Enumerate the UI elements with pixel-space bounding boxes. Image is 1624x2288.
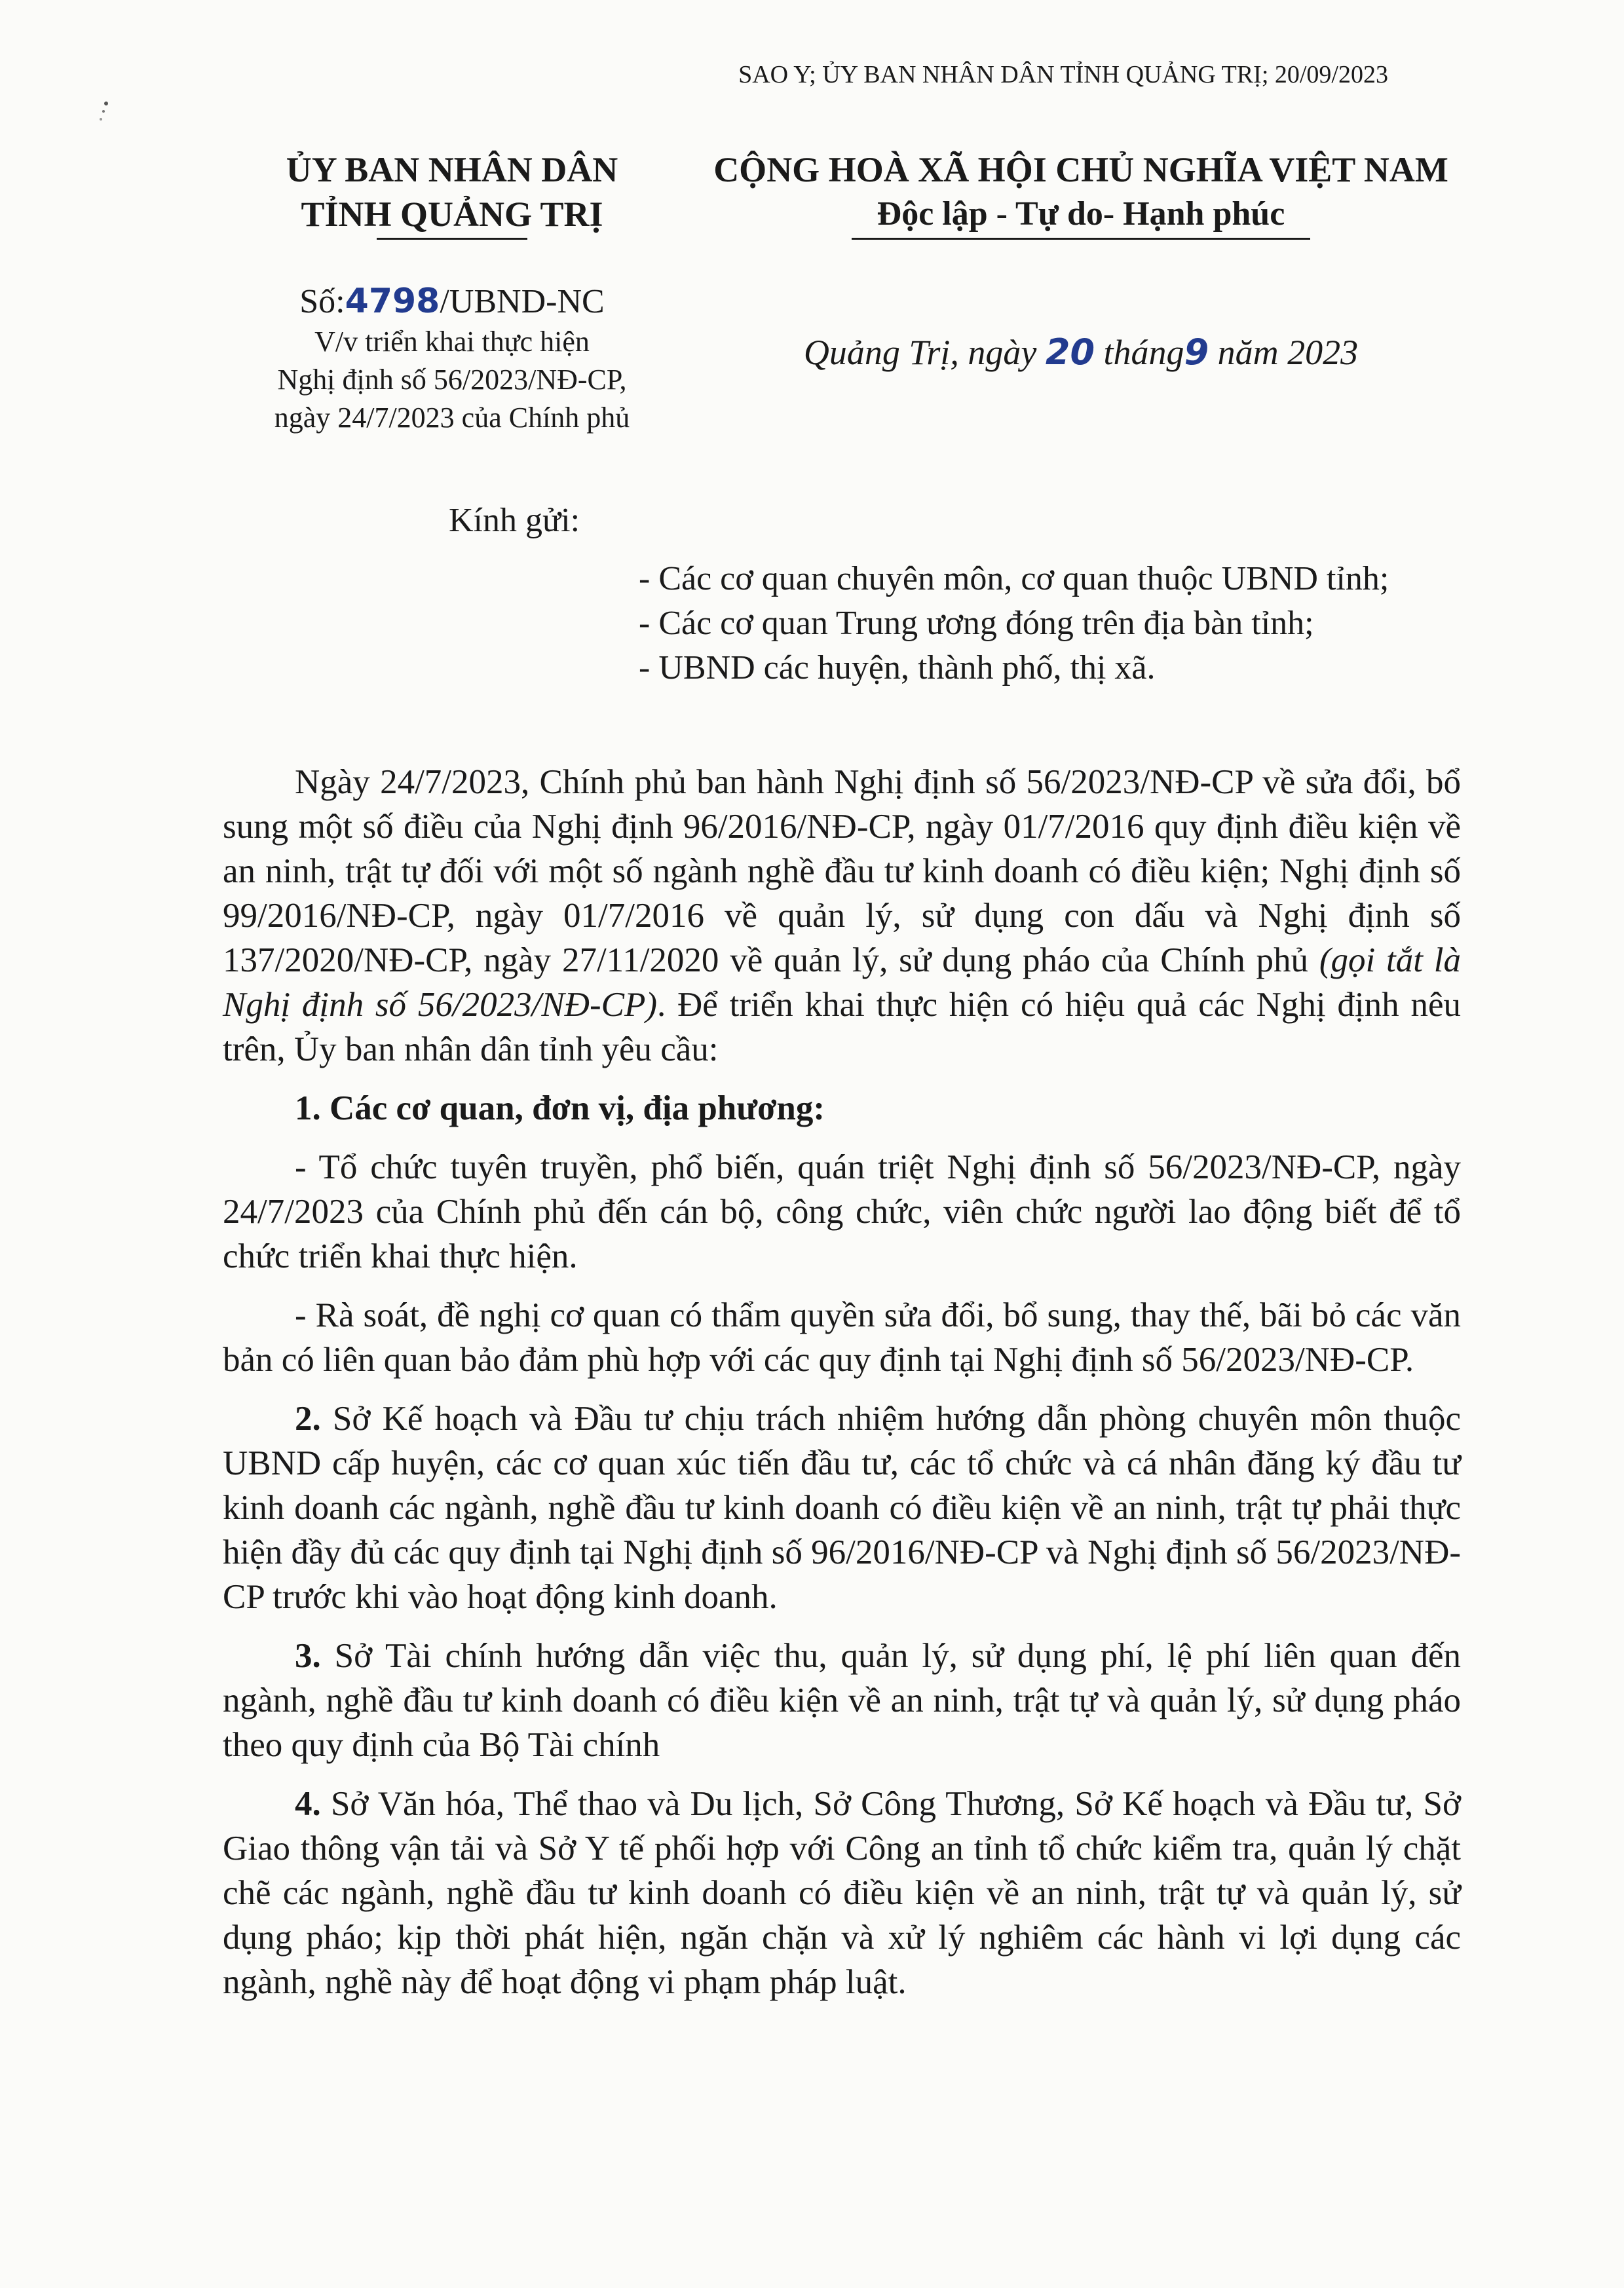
section-3-number: 3. (295, 1637, 321, 1675)
issuer-block (197, 147, 708, 437)
intro-text: Ngày 24/7/2023, Chính phủ ban hành Nghị định số 56/2023/NĐ-CP về sửa đổi, bổ sung một số điều của Nghị định 96/2016/NĐ-CP, ngày 01/7/2016 quy định điều kiện về an ninh, trật tự đối với một số ngành nghề đầu tư kinh doanh có điều kiện; Nghị định số 99/2016/NĐ-CP, ngày 01/7/2016 về quản lý, sử dụng con dấu và Nghị định số 137/2020/NĐ-CP, ngày 27/11/2020 về quản lý, sử dụng pháo của Chính phủ (223, 763, 1461, 979)
recipient-item: - UBND các huyện, thành phố, thị xã. (639, 649, 1156, 686)
nation-motto: Độc lập - Tự do- Hạnh phúc (877, 195, 1285, 233)
document-number (197, 280, 708, 323)
addressee-label: Kính gửi: (449, 502, 580, 539)
section-1-item-1: - Tổ chức tuyên truyền, phổ biến, quán triệt Nghị định số 56/2023/NĐ-CP, ngày 24/7/2023 của Chính phủ đến cán bộ, công chức, viên chức người lao động biết để tổ chức triển khai thực hiện. (223, 1148, 1461, 1275)
nation-title: CỘNG HOÀ XÃ HỘI CHỦ NGHĨA VIỆT NAM (713, 150, 1448, 189)
number-suffix: /UBND-NC (440, 283, 605, 320)
date-year: năm 2023 (1217, 333, 1359, 372)
section-4 (223, 1782, 1461, 2004)
issuer-line-2: TỈNH QUẢNG TRỊ (301, 195, 603, 234)
handwritten-number: 4798 (345, 282, 440, 321)
section-2-number: 2. (295, 1400, 321, 1438)
subject-line-2: Nghị định số 56/2023/NĐ-CP, (277, 364, 627, 396)
motto-underline (852, 238, 1310, 240)
section-3-text: Sở Tài chính hướng dẫn việc thu, quản lý, sử dụng phí, lệ phí liên quan đến ngành, nghề đầu tư kinh doanh có điều kiện về an ninh, trật tự và quản lý, sử dụng pháo theo quy định của Bộ Tài chính (223, 1637, 1461, 1764)
subject-line-1: V/v triển khai thực hiện (314, 326, 590, 358)
section-2 (223, 1397, 1461, 1619)
date-place: Quảng Trị, ngày (803, 333, 1037, 372)
intro-paragraph (223, 760, 1461, 1072)
nation-block (681, 147, 1481, 373)
subject-line-3: ngày 24/7/2023 của Chính phủ (274, 402, 630, 434)
issue-date (681, 331, 1481, 373)
number-prefix: Số: (299, 283, 345, 320)
section-2-text: Sở Kế hoạch và Đầu tư chịu trách nhiệm hướng dẫn phòng chuyên môn thuộc UBND cấp huyện, các cơ quan xúc tiến đầu tư, các tổ chức và cá nhân đăng ký đầu tư kinh doanh các ngành, nghề đầu tư kinh doanh có điều kiện về an ninh, trật tự phải thực hiện đầy đủ các quy định tại Nghị định số 96/2016/NĐ-CP và Nghị định số 56/2023/NĐ-CP trước khi vào hoạt động kinh doanh. (223, 1400, 1461, 1616)
date-month-label: tháng (1103, 333, 1184, 372)
date-day: 20 (1045, 331, 1095, 373)
recipient-list (639, 557, 1389, 690)
recipient-item: - Các cơ quan Trung ương đóng trên địa bàn tỉnh; (639, 605, 1314, 642)
issuer-line-1: ỦY BAN NHÂN DÂN (286, 150, 618, 189)
recipient-item: - Các cơ quan chuyên môn, cơ quan thuộc UBND tỉnh; (639, 560, 1389, 597)
copy-stamp-line: SAO Y; ỦY BAN NHÂN DÂN TỈNH QUẢNG TRỊ; 20/09/2023 (738, 61, 1388, 88)
section-1-item-2: - Rà soát, đề nghị cơ quan có thẩm quyền sửa đổi, bổ sung, thay thế, bãi bỏ các văn bản có liên quan bảo đảm phù hợp với các quy định tại Nghị định số 56/2023/NĐ-CP. (223, 1296, 1461, 1379)
section-3 (223, 1634, 1461, 1767)
scan-speck (98, 98, 118, 124)
section-4-text: Sở Văn hóa, Thể thao và Du lịch, Sở Công Thương, Sở Kế hoạch và Đầu tư, Sở Giao thông vận tải và Sở Y tế phối hợp với Công an tỉnh tổ chức kiểm tra, quản lý chặt chẽ các ngành, nghề đầu tư kinh doanh có điều kiện về an ninh, trật tự và quản lý, sử dụng pháo; kịp thời phát hiện, ngăn chặn và xử lý nghiêm các hành vi lợi dụng các ngành, nghề này để hoạt động vi phạm pháp luật. (223, 1785, 1461, 2001)
intro-italic: (gọi tắt là Nghị định số 56/2023/NĐ-CP) (223, 941, 1461, 1024)
intro-text-end: . Để triển khai thực hiện có hiệu quả các Nghị định nêu trên, Ủy ban nhân dân tỉnh yêu cầu: (223, 986, 1461, 1068)
section-1-title: 1. Các cơ quan, đơn vị, địa phương: (295, 1089, 825, 1127)
section-4-number: 4. (295, 1785, 321, 1823)
document-body (223, 760, 1461, 2019)
date-month: 9 (1184, 331, 1209, 373)
issuer-underline (377, 238, 527, 240)
